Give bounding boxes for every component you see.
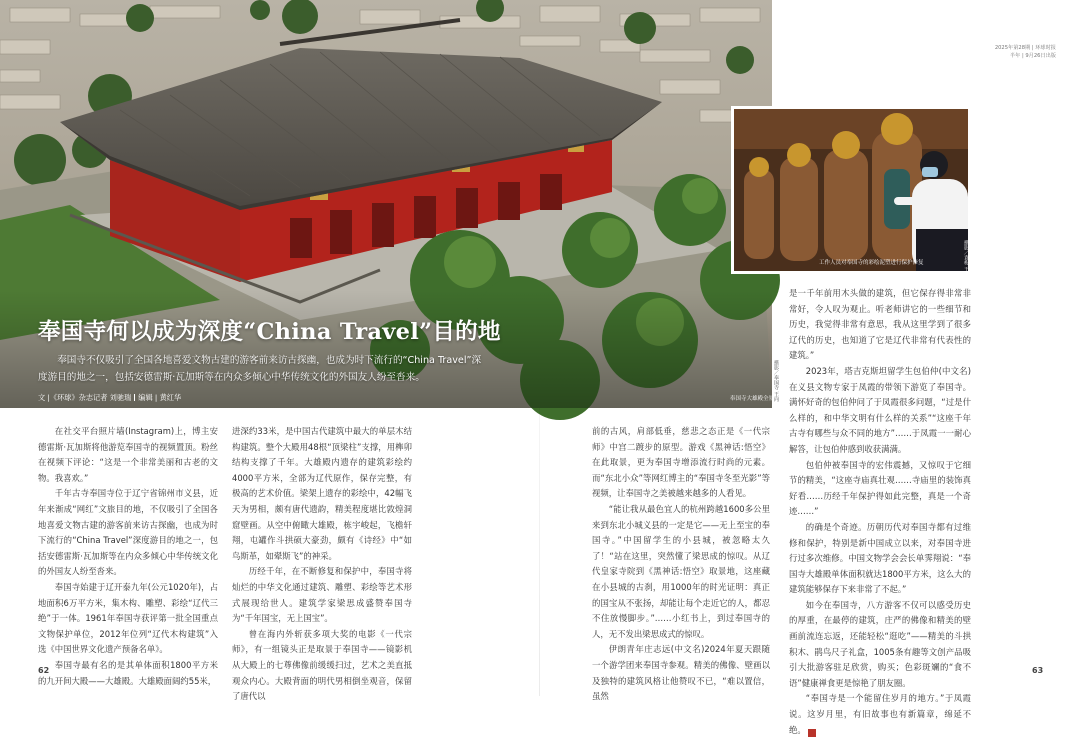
page-number-left: 62	[38, 666, 50, 675]
body-column-3	[592, 424, 770, 705]
paragraph: 历经千年，在不断修复和保护中，奉国寺将灿烂的中华文化通过建筑、雕塑、彩绘等艺术形式展现给世人。建筑学家梁思成盛赞奉国寺为“千年国宝，无上国宝”。	[232, 566, 412, 624]
paragraph: 的确是个奇迹。历朝历代对奉国寺都有过维修和保护，特别是新中国成立以来，对奉国寺进行过多次维修。中国文物学会会长单霁翔说：“奉国寺大雄殿单体面积就达1800平方米，这么大的建筑能够保存下来非常了不起。”	[789, 521, 971, 595]
article-lede: 奉国寺不仅吸引了全国各地喜爱文物古建的游客前来访古探幽，也成为时下流行的“China Travel”深度游目的地之一，包括安德雷斯·瓦加斯等在内众多倾心中华传统文化的外国友人纷至沓来。	[38, 355, 482, 383]
paragraph: 千年古寺奉国寺位于辽宁省锦州市义县，近年来渐成“网红”文旅目的地，不仅吸引了全国各地喜爱文物古建的游客前来访古探幽，也成为时下流行的“China Travel”深度游目的地之一，包括安德雷斯·瓦加斯等在内众多倾心中华传统文化的外国友人纷至沓来。	[38, 488, 218, 577]
paragraph-final	[789, 691, 971, 738]
byline-divider	[134, 394, 135, 401]
paragraph: 如今在奉国寺，八方游客不仅可以感受历史的厚重，在最停的建筑，庄严的佛像和精美的壁画前流连忘返，还能轻松“逛吃”——精美的斗拱积木、鹃鸟尺子礼盒，1005条有趣等文创产品吸引大批游客驻足欣赏，购买；色彩斑斓的“食不语”健康禅食更是惊艳了朋友圈。	[789, 599, 971, 688]
inset-photo-caption: 工作人员对奉国寺的彩绘泥塑进行保护修复	[819, 260, 924, 266]
paragraph: 曾在海内外斩获多项大奖的电影《一代宗师》，有一组镜头正是取景于奉国寺——镜影机从大殿上的七尊佛像前缓缓扫过，艺术之美直抵观众内心。大殿背面的明代男相倒坐观音，保留了唐代以	[232, 628, 412, 702]
inset-photo	[731, 106, 971, 274]
body-column-4	[789, 286, 971, 738]
paragraph: 奉国寺最有名的是其单体面积1800平方米的九开间大殿——大雄殿。大雄殿面阔约55米，	[38, 659, 218, 686]
byline-editor: 编辑 | 黄红华	[138, 393, 182, 402]
hero-photo-credit: 摄影／奉国寺 王向	[773, 360, 779, 402]
paragraph: 是一千年前用木头做的建筑，但它保存得非常非常好，令人叹为观止。听老师讲它的一些细节和历史，我觉得非常有意思，我从这里学到了很多辽代的历史，也知道了它是辽代非常有代表性的建筑。”	[789, 288, 971, 361]
paragraph: 2023年，塔吉克斯坦留学生包伯仲(中文名)在义县文物专家于凤霞的带领下游览了奉国寺。满怀好奇的包伯仲问了于凤霞很多问题，“过是什么样的，和中华文明有什么样的关系”“这座千年古寺有哪些与众不同的地方”……于凤霞一一耐心解答，让包伯仲感到收获满满。	[789, 365, 971, 454]
paragraph: 包伯仲被奉国寺的宏伟震撼，又惊叹于它细节的精美，“这座寺庙真壮观……寺庙里的装饰真好看……历经千年保护得如此完整，真是一个奇迹……”	[789, 459, 971, 517]
paragraph-final-text: “奉国寺是一个能留住岁月的地方。”于凤霞说。这岁月里，有旧故事也有新篇章，绵延不绝。	[789, 693, 971, 735]
hero-photo-caption: 奉国寺大雄殿全景	[730, 396, 775, 402]
article-byline	[38, 393, 181, 403]
end-mark-icon: ■	[808, 729, 816, 737]
body-column-1	[38, 424, 218, 689]
byline-reporter: 文 |《环球》杂志记者 刘驰瑞	[38, 393, 132, 402]
paragraph: 伊朗青年庄志远(中文名)2024年夏天跟随一个游学团来奉国寺参观。精美的佛像、壁画以及独特的建筑风格让他赞叹不已，“难以置信，虽然	[592, 644, 770, 702]
page-gutter	[539, 408, 540, 696]
issue-header-line1: 2025年第28期 | 环球时报	[994, 45, 1056, 51]
paragraph: 在社交平台照片墙(Instagram)上，博主安德雷斯·瓦加斯将他游览奉国寺的视频置顶。粉丝在视频下评论：“这是一个非常美丽和古老的文物。我喜欢。”	[38, 426, 218, 483]
paragraph: 奉国寺始建于辽开泰九年(公元1020年)，占地面积6万平方米，集木构、雕塑、彩绘“辽代三绝”于一体。1961年奉国寺获评第一批全国重点文物保护单位，2012年位列“辽代木构建筑”入选《中国世界文化遗产预备名单》。	[38, 581, 218, 655]
hero-photo	[0, 0, 775, 408]
page-number-right: 63	[1032, 666, 1044, 675]
inset-photo-credit: 摄影／袁梅 王向	[963, 240, 969, 277]
paragraph: “能让我从最色宜人的杭州跨越1600多公里来到东北小城义县的一定是它——无上至宝的奉国寺。”中国留学生的小县城，被忽略太久了！“站在这里，突然懂了梁思成的惊叹。从辽代皇家寺院到《黑神话:悟空》取景地，这座藏在小县城的古刹，用1000年的时光证明：真正的国宝从不张扬，却能让每个走近它的人，都忍不住放慢脚步。”……小红书上，到过奉国寺的人，无不发出梁思成式的惊叹。	[592, 503, 770, 639]
article-headline: 奉国寺何以成为深度“China Travel”目的地	[38, 319, 501, 345]
paragraph: 前的古风，肩部低垂，慈悲之态正是《一代宗师》中宫二踱步的原型。游戏《黑神话:悟空》在此取景，更为奉国寺增添流行时尚的元素。而“东北小众”等网红博主的“奉国寺冬至光影”等视频，让奉国寺之美被越来越多的人看见。	[592, 426, 770, 499]
paragraph: 进深约33米，是中国古代建筑中最大的单层木结构建筑。整个大殿用48根“顶梁柱”支撑，用榫卯结构支撑了千年。大雄殿内遗存的建筑彩绘约4000平方米，全部为辽代原作，保存完整，有极高的艺术价值。梁架上遗存的彩绘中，42幅飞天为男相，颇有唐代遗韵，精美程度堪比敦煌洞窟壁画。从空中俯瞰大雄殿，栋宇峻起，飞檐轩翔，屯罐作斗拱硕大豪劲，颇有《诗经》中“如鸟斯革，如翚斯飞”的神采。	[232, 426, 412, 561]
issue-header	[976, 44, 1056, 60]
issue-header-line2: 半年 | 9月26日出版	[1009, 53, 1056, 59]
body-column-2	[232, 424, 412, 705]
